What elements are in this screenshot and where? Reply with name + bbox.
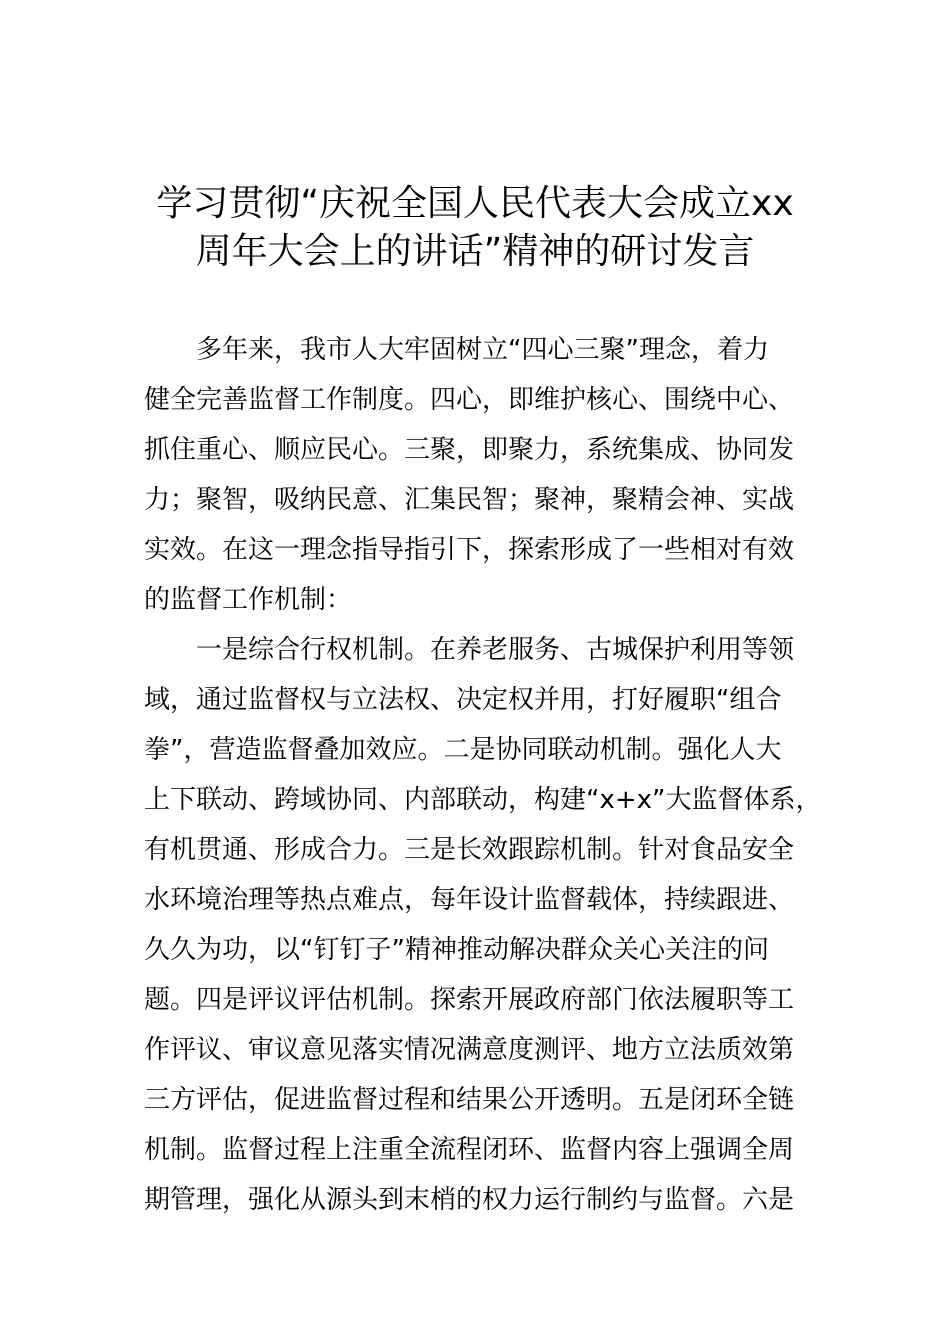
body-line: 作评议、审议意见落实情况满意度测评、地方立法质效第 (144, 1035, 795, 1065)
body-line: 机制。监督过程上注重全流程闭环、监督内容上强调全周 (144, 1135, 795, 1165)
body-line: 水环境治理等热点难点，每年设计监督载体，持续跟进、 (144, 885, 795, 915)
body-line: 久久为功，以“钉钉子”精神推动解决群众关心关注的问 (144, 935, 769, 965)
body-line: 抓住重心、顺应民心。三聚，即聚力，系统集成、协同发 (144, 435, 795, 465)
body-line: 有机贯通、形成合力。三是长效跟踪机制。针对食品安全 (144, 835, 795, 865)
document-title-line-1: 学习贯彻“庆祝全国人民代表大会成立xx (156, 183, 794, 224)
body-line: 题。四是评议评估机制。探索开展政府部门依法履职等工 (144, 985, 795, 1015)
body-line: 实效。在这一理念指导指引下，探索形成了一些相对有效 (144, 535, 795, 565)
body-line: 力；聚智，吸纳民意、汇集民智；聚神，聚精会神、实战 (144, 485, 795, 515)
body-line: 上下联动、跨域协同、内部联动，构建“x+x”大监督体系， (144, 785, 822, 815)
document-title-line-2: 周年大会上的讲话”精神的研讨发言 (195, 231, 755, 272)
body-line: 域，通过监督权与立法权、决定权并用，打好履职“组合 (144, 685, 782, 715)
body-line: 一是综合行权机制。在养老服务、古城保护利用等领 (144, 635, 795, 665)
body-line: 健全完善监督工作制度。四心，即维护核心、围绕中心、 (144, 385, 795, 415)
body-line: 拳”，营造监督叠加效应。二是协同联动机制。强化人大 (144, 735, 782, 765)
body-line: 期管理，强化从源头到末梢的权力运行制约与监督。六是 (144, 1185, 795, 1215)
body-line: 三方评估，促进监督过程和结果公开透明。五是闭环全链 (144, 1085, 795, 1115)
body-line: 多年来，我市人大牢固树立“四心三聚”理念，着力 (144, 335, 769, 365)
body-line: 的监督工作机制： (144, 585, 353, 615)
